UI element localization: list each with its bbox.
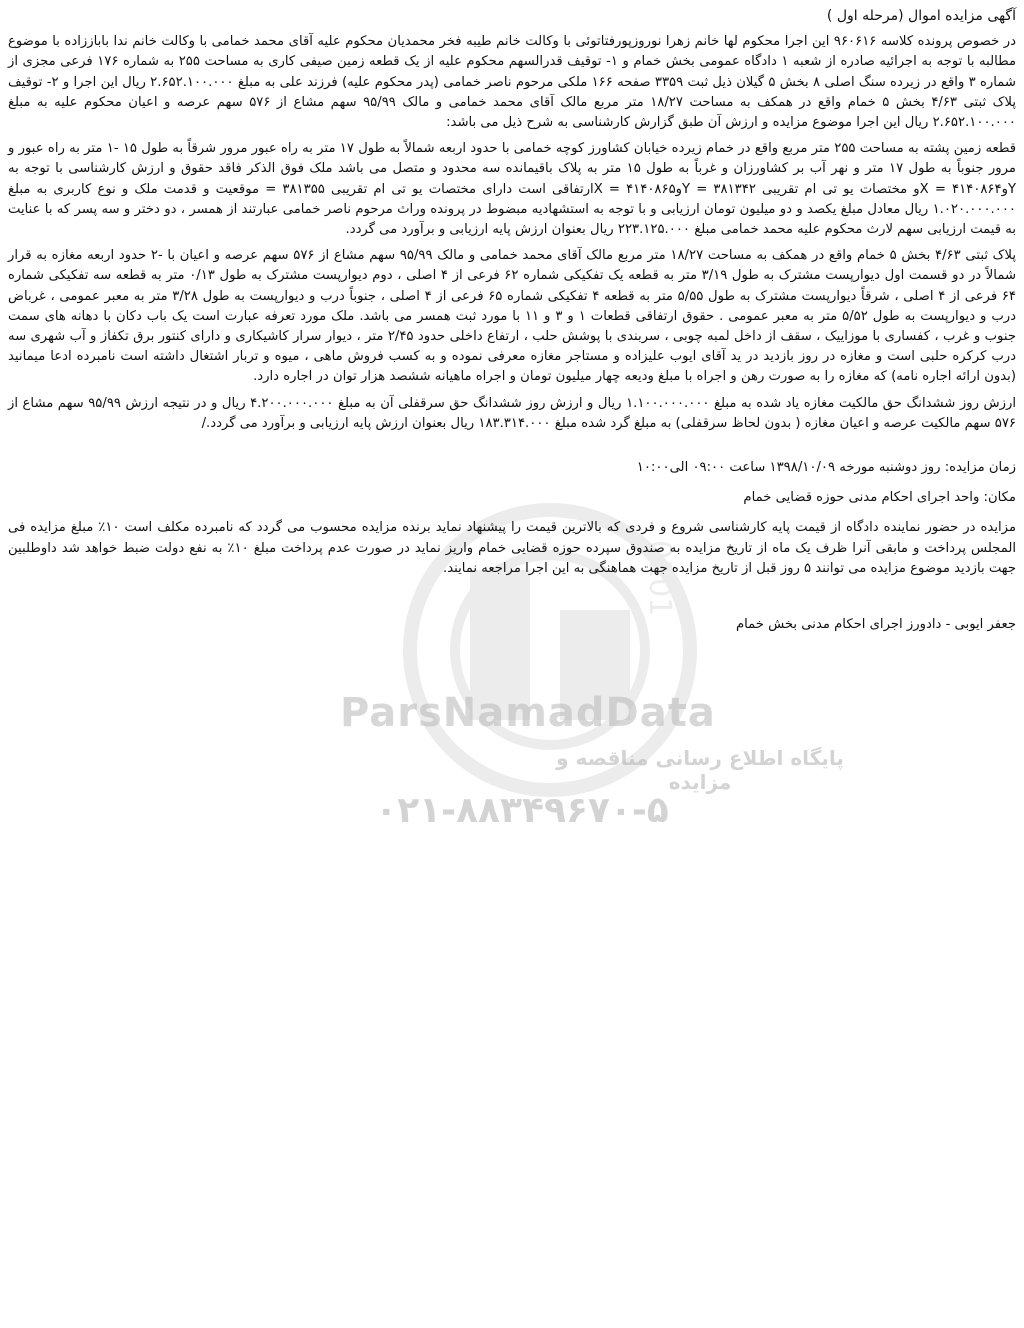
- watermark-tagline: پایگاه اطلاع رسانی مناقصه و مزایده: [556, 746, 844, 794]
- auction-place: مکان: واحد اجرای احکام مدنی حوزه قضایی خمام: [743, 490, 1016, 506]
- valuation-paragraph: ارزش روز ششدانگ حق مالکیت مغازه یاد شده به مبلغ ۱.۱۰۰.۰۰۰.۰۰۰ ریال و ارزش روز ششدانگ حق سرقفلی آن به مبلغ ۴.۲۰۰.۰۰۰.۰۰۰ ریال و در نتیجه ارزش ۹۵/۹۹ سهم مشاع از ۵۷۶ سهم مالکیت عرصه و اعیان مغازه ( بدون لحاظ سرقفلی) به مبلغ گرد شده مبلغ ۱۸۳.۳۱۴.۰۰۰ ریال بعنوان ارزش پایه ارزیابی و برآورد می گردد./: [8, 395, 1016, 431]
- signature-line: جعفر ایوبی - دادورز اجرای احکام مدنی بخش خمام: [735, 617, 1016, 633]
- watermark-brand: ParsNamadData: [340, 690, 716, 736]
- watermark-phone: ۰۲۱-۸۸۳۴۹۶۷۰-۵: [375, 790, 669, 831]
- auction-time: زمان مزایده: روز دوشنبه مورخه ۱۳۹۸/۱۰/۰۹ ساعت ۰۹:۰۰ الی۱۰:۰۰: [636, 460, 1016, 476]
- shop-parcel-paragraph: پلاک ثبتی ۴/۶۳ بخش ۵ خمام واقع در همکف به مساحت ۱۸/۲۷ متر مربع مالک آقای محمد خمامی و مالک ۹۵/۹۹ سهم مشاع از ۵۷۶ سهم عرصه و اعیان با -۲ حدود اربعه مغازه به قرار شمالاً در دو قسمت اول دیوارپست مشترک به طول ۳/۱۹ متر به قطعه یک تفکیکی شماره ۶۲ فرعی از ۴ اصلی ، دوم دیوارپست مشترک به طول ۰/۱۳ متر به قطعه سه تفکیکی شماره ۶۴ فرعی از ۴ اصلی ، شرقاً دیوارپست مشترک به طول ۵/۵۵ متر به قطعه ۴ تفکیکی شماره ۶۵ فرعی از ۴ اصلی ، جنوباً درب و دیوارپست به طول ۳/۲۸ متر به معبر عمومی ، غرباض درب و دیوارپست به طول ۵/۵۲ متر به معبر عمومی . حقوق ارتفاقی قطعات ۱ و ۳ و ۱۱ با مورد ثبت همسر می باشد. ملک مورد تعرفه عبارت است یک باب دکان با دهانه های سمت جنوب و غرب ، کفساری با موزاییک ، سقف از داخل لمبه چوبی ، سربندی با پوشش حلب ، ارتفاع داخلی حدود ۲/۴۵ متر ، دیوار سرار کاشیکاری و دارای کنتور برق تکفاز و آب شهری سه درب کرکره حلبی است و مغازه در روز بازدید در ید آقای ایوب علیزاده و مستاجر مغازه معرفی نموده و به کسب فروش ماهی ، میوه و تربار اشتغال داشته است نامبرده ادعا میمانید (بدون ارائه اجاره نامه) که مغازه را به صورت رهن و اجراه با مبلغ ودیعه چهار میلیون تومان و اجراه ماهیانه ششصد هزار توان در اجاره دارد.: [8, 248, 1016, 385]
- announcement-title: آگهی مزایده اموال (مرحله اول ): [826, 8, 1016, 24]
- svg-text:0101: 0101: [642, 540, 677, 617]
- case-summary-paragraph: در خصوص پرونده کلاسه ۹۶۰۶۱۶ این اجرا محکوم لها خانم زهرا نوروزپورفتاتوئی با وکالت خانم طیبه فخر محمدیان محکوم علیه آقای محمد خمامی با وکالت خانم ندا باباززاده با موضوع مطالبه با توجه به اجرائیه صادره از شعبه ۱ دادگاه عمومی بخش خمام و ۱- توقیف قدرالسهم محکوم علیه از یک قطعه زمین صیفی کاری به مساحت ۲۵۵ به شماره ۱۷۶ فرعی مجزی از شماره ۳ واقع در زیرده سنگ اصلی ۸ بخش ۵ گیلان ذیل ثبت ۳۳۵۹ صفحه ۱۶۶ ملکی مرحوم ناصر خمامی (پدر محکوم علیه) فرزند علی به مبلغ ۲.۶۵۲.۱۰۰.۰۰۰ ریال این اجرا و ۲- توقیف پلاک ثبتی ۴/۶۳ بخش ۵ خمام واقع در همکف به مساحت ۱۸/۲۷ متر مربع مالک آقای محمد خمامی و مالک ۹۵/۹۹ سهم مشاع از ۵۷۶ سهم عرصه و اعیان محکوم علیه به مبلغ ۲.۶۵۲.۱۰۰.۰۰۰ ریال این اجرا موضوع مزایده و ارزش آن طبق گزارش کارشناسی به شرح ذیل می باشد:: [8, 34, 1017, 131]
- announcement-body: [8, 6, 1016, 635]
- auction-terms: مزایده در حضور نماینده دادگاه از قیمت پایه کارشناسی شروع و فردی که بالاترین قیمت را پیشنهاد نماید برنده مزایده محسوب می گردد که نامبرده مکلف است ۱۰٪ مبلغ مزایده فی المجلس پرداخت و مابقی آنرا ظرف یک ماه از تاریخ مزایده به صندوق سپرده حوزه قضایی خمام واریز نماید در صورت عدم پرداخت مبلغ ۱۰٪ به نفع دولت ضبط خواهد شد داوطلبین جهت بازدید موضوع مزایده می توانند ۵ روز قبل از تاریخ مزایده جهت هماهنگی به این اجرا مراجعه نمایند.: [8, 520, 1017, 576]
- land-parcel-paragraph: قطعه زمین پشته به مساحت ۲۵۵ متر مربع واقع در خمام زیرده خیابان کشاورز کوچه خمامی با حدود اربعه شمالاً به طول ۱۷ متر به راه عبور مرور شرقاً به طول ۱۵ -۱ متر به راه عبور و مرور جنوباً به طول ۱۷ متر و نهر آ‌ب بر کشاورزان و غرباً به طول ۱۵ متر به پلاک باقیمانده سه محدود و متصل می باشد ملک فوق الذکر فاقد حقوق و ارزش کارشناسی با توجه به Yو۴۱۴۰۸۶۴ = Xو مختصات یو تی ام تقریبی ۳۸۱۳۴۲ = Yو۴۱۴۰۸۶۵ = Xارتفاقی است دارای مختصات یو تی ام تقریبی ۳۸۱۳۵۵ = موقعیت و قدمت ملک و نوع کاربری به مبلغ ۱.۰۲۰.۰۰۰.۰۰۰ ریال معادل مبلغ یکصد و دو میلیون تومان ارزیابی و با توجه به استشهادیه مبضوط در پرونده وراث مرحوم ناصر خمامی عبارتند از همسر ، دو دختر و سه پسر که با عنایت به قیمت ارزیابی سهم لارث محکوم علیه محمد خمامی مبلغ ۲۲۳.۱۲۵.۰۰۰ ریال بعنوان ارزش پایه ارزیابی و برآورد می گردد.: [8, 141, 1017, 238]
